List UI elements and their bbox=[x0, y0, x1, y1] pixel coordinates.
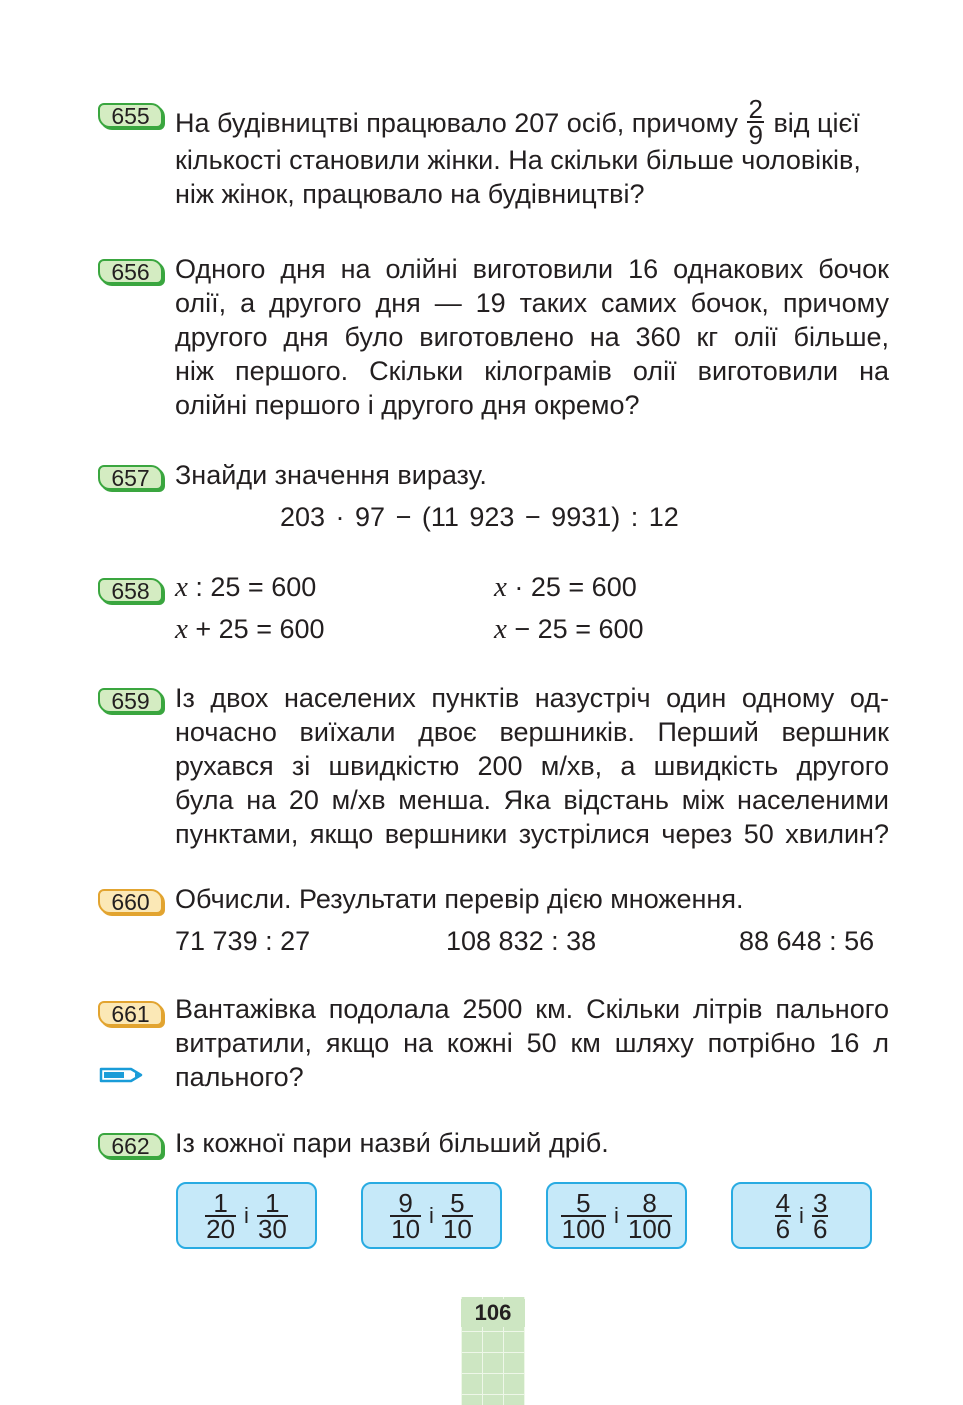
task-number-661: 661 bbox=[98, 1001, 163, 1026]
task-655-line-1: На будівництві працювало 207 осіб, причому $\frac{2}{9}$ від цієї bbox=[175, 94, 860, 150]
task-657-expression: 203 · 97 − (11 923 − 9931) : 12 bbox=[280, 502, 679, 532]
task-number-657: 657 bbox=[98, 465, 163, 490]
task-656-line: олійні першого і другого дня окремо? bbox=[175, 390, 640, 420]
task-number-660: 660 bbox=[98, 889, 163, 914]
fraction: $\frac{5}{100}$ bbox=[561, 1187, 606, 1244]
task-661-line: пального? bbox=[175, 1062, 304, 1092]
task-656-line: олії, а другого дня — 19 таких самих бочок, причому bbox=[175, 288, 889, 318]
fraction: $\frac{1}{20}$ bbox=[206, 1187, 236, 1244]
task-number-659: 659 bbox=[98, 688, 163, 713]
task-661-line: витратили, якщо на кожні 50 км шляху потрібно 16 л bbox=[175, 1028, 889, 1058]
conjunction: і bbox=[799, 1202, 804, 1228]
equation-4: x − 25 = 600 bbox=[494, 613, 644, 645]
task-659-line: рухався зі швидкістю 200 м/хв, а швидкість другого bbox=[175, 751, 889, 781]
task-number-655: 655 bbox=[98, 103, 163, 128]
division-example-2: 108 832 : 38 bbox=[446, 926, 597, 956]
division-example-3: 88 648 : 56 bbox=[739, 926, 875, 956]
equation-2: x · 25 = 600 bbox=[494, 571, 637, 603]
division-example-1: 71 739 : 27 bbox=[175, 926, 311, 956]
page-number: 106 bbox=[461, 1299, 525, 1327]
conjunction: і bbox=[614, 1202, 619, 1228]
fraction: $\frac{8}{100}$ bbox=[627, 1187, 672, 1244]
equation-1: x : 25 = 600 bbox=[175, 571, 317, 603]
task-659-line: ночасно виїхали двоє вершників. Перший вершник bbox=[175, 717, 889, 747]
task-number-658: 658 bbox=[98, 578, 163, 603]
task-656-line: Одного дня на олійні виготовили 16 однакових бочок bbox=[175, 254, 889, 284]
pencil-icon bbox=[98, 1064, 144, 1086]
task-655-line-3: ніж жінок, працювало на будівництві? bbox=[175, 179, 645, 209]
fraction: $\frac{9}{10}$ bbox=[391, 1187, 421, 1244]
task-662-text bbox=[175, 1126, 889, 1160]
conjunction: і bbox=[429, 1202, 434, 1228]
task-656-line: ніж першого. Скільки кілограмів олії виготовили на bbox=[175, 356, 889, 386]
fraction-2-9: $\frac{2}{9}$ bbox=[748, 94, 763, 150]
task-number-656: 656 bbox=[98, 259, 163, 284]
task-657-text bbox=[175, 458, 889, 492]
task-661-text bbox=[175, 992, 889, 1094]
task-659-line: Із двох населених пунктів назустріч один одному од- bbox=[175, 683, 889, 713]
conjunction: і bbox=[244, 1202, 249, 1228]
task-656-line: другого дня було виготовлено на 360 кг олії більше, bbox=[175, 322, 889, 352]
fraction: $\frac{4}{6}$ bbox=[775, 1187, 791, 1244]
task-656-text bbox=[175, 252, 889, 422]
task-662-instruction: Із кожної пари назви́ більший дріб. bbox=[175, 1128, 609, 1158]
task-661-line: Вантажівка подолала 2500 км. Скільки літрів пального bbox=[175, 994, 889, 1024]
task-659-text bbox=[175, 681, 889, 851]
fraction-pair-4 bbox=[731, 1182, 872, 1249]
task-660-instruction: Обчисли. Результати перевір дією множення. bbox=[175, 884, 744, 914]
task-659-line: пунктами, якщо вершники зустрілися через 50 хвилин? bbox=[175, 819, 889, 849]
fraction-pair-3 bbox=[546, 1182, 687, 1249]
task-657-instruction: Знайди значення виразу. bbox=[175, 460, 487, 490]
task-number-662: 662 bbox=[98, 1133, 163, 1158]
task-655-line-2: кількості становили жінки. На скільки більше чоловіків, bbox=[175, 145, 861, 175]
page-number-box bbox=[461, 1297, 525, 1405]
task-659-line: була на 20 м/хв менша. Яка відстань між населеними bbox=[175, 785, 889, 815]
equation-3: x + 25 = 600 bbox=[175, 613, 325, 645]
fraction-pair-1 bbox=[176, 1182, 317, 1249]
fraction: $\frac{1}{30}$ bbox=[257, 1187, 287, 1244]
task-655-text bbox=[175, 94, 889, 211]
fraction-pair-2 bbox=[361, 1182, 502, 1249]
task-660-text bbox=[175, 882, 889, 916]
fraction: $\frac{3}{6}$ bbox=[812, 1187, 828, 1244]
fraction: $\frac{5}{10}$ bbox=[442, 1187, 472, 1244]
